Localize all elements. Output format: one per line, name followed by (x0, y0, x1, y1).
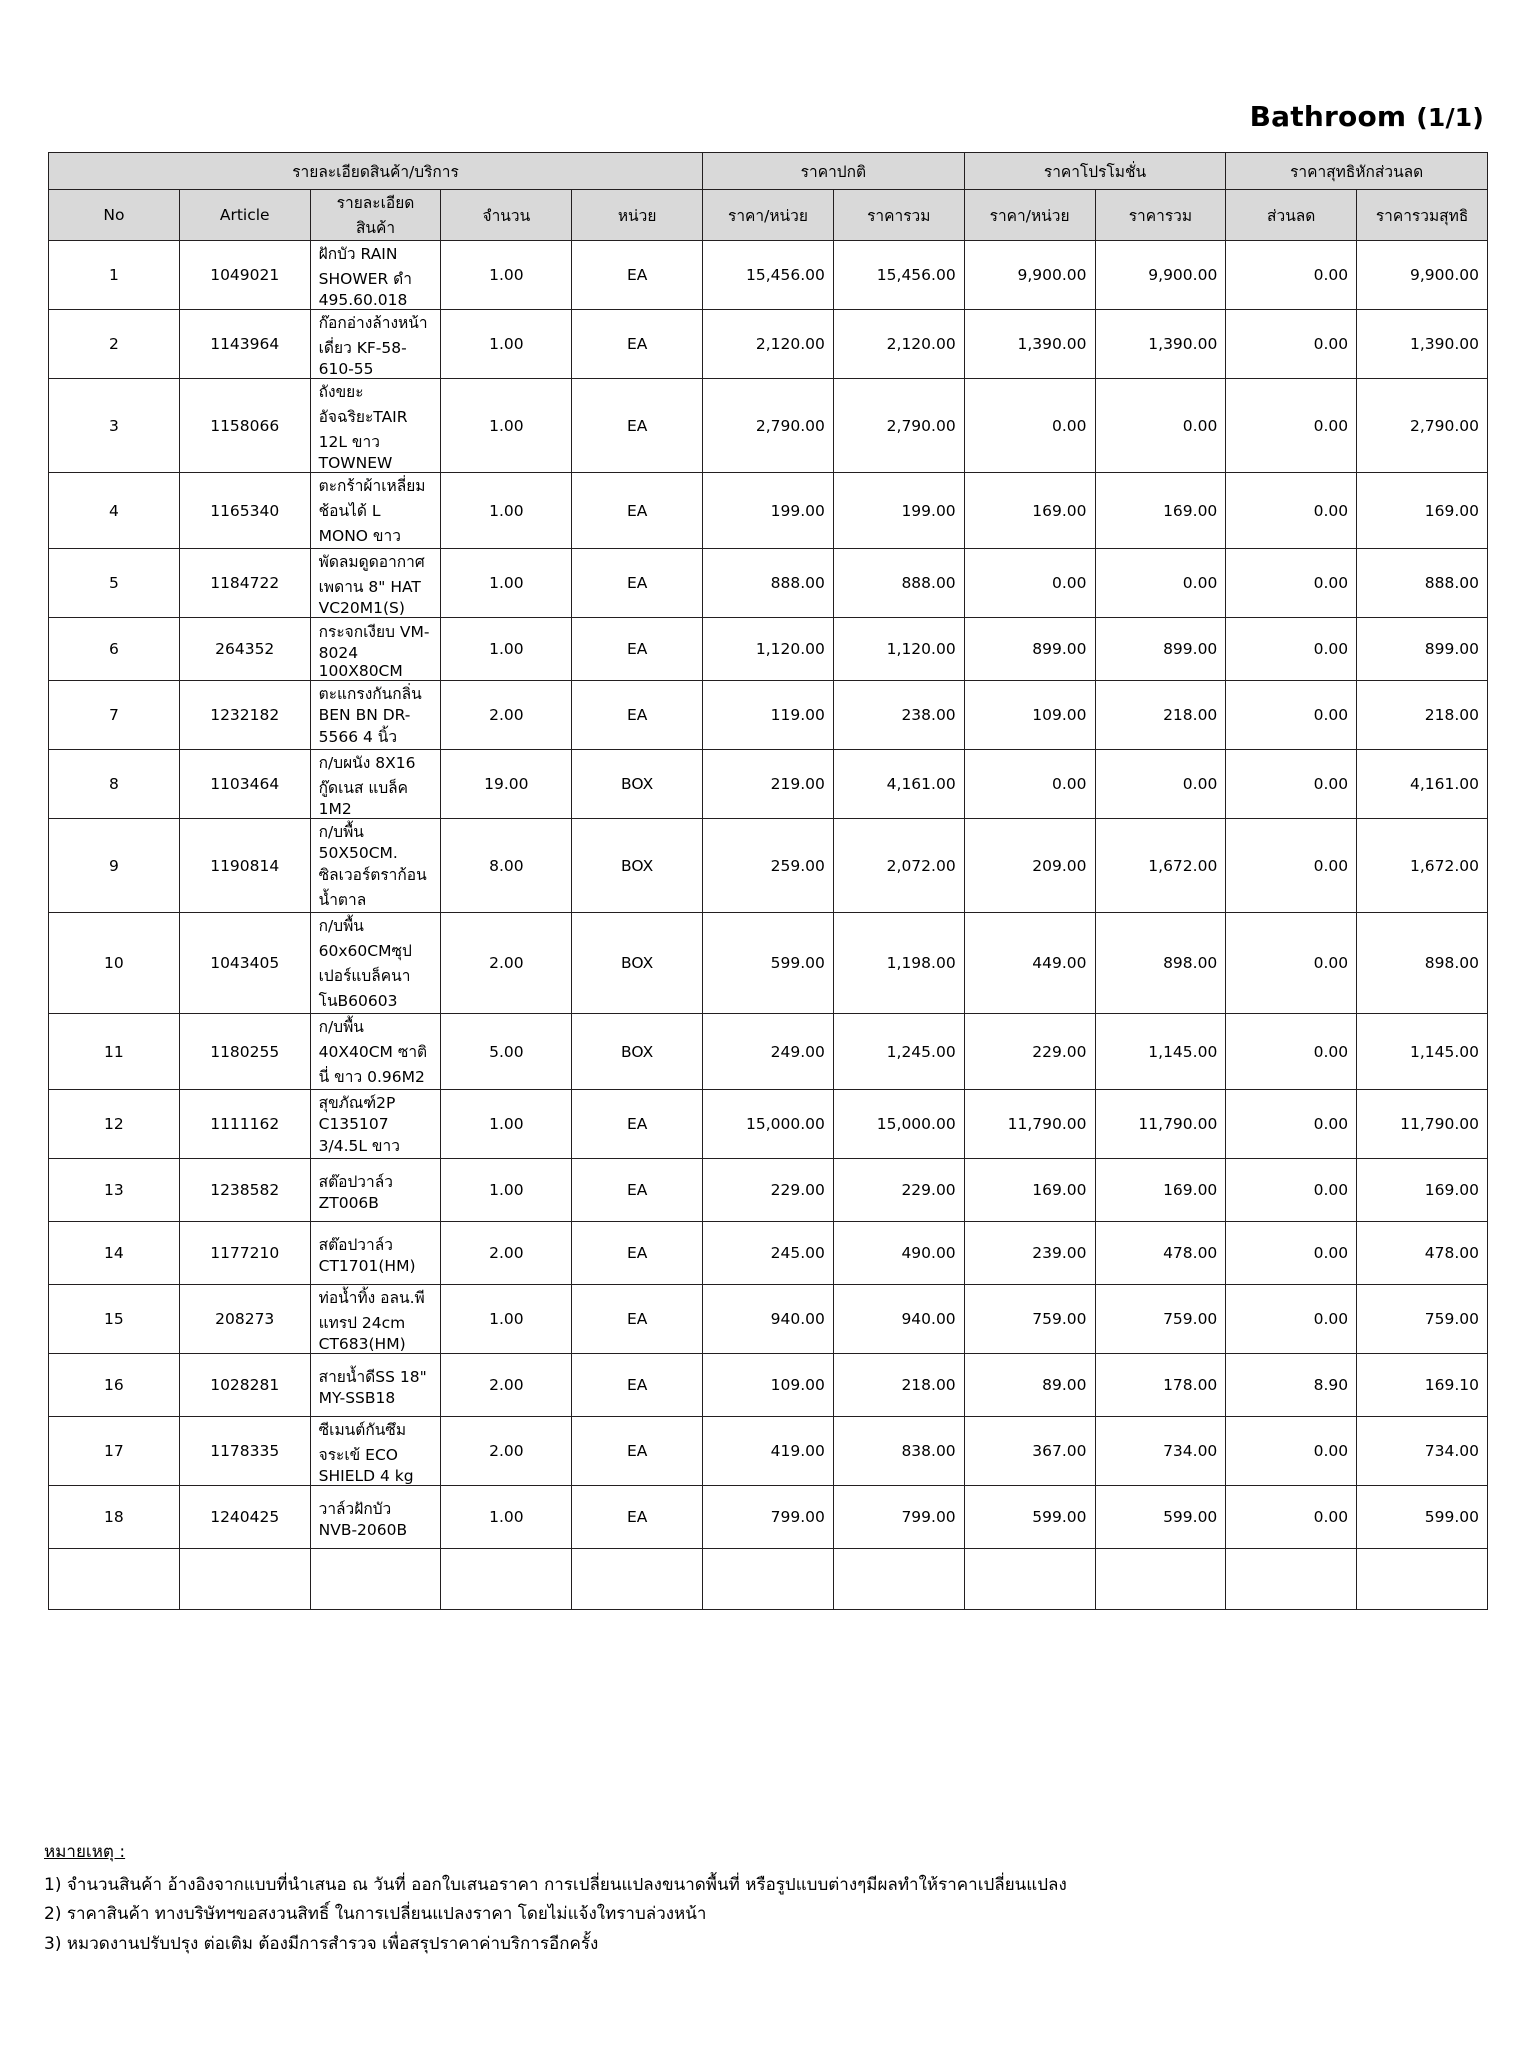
table-row (49, 1417, 1488, 1486)
page-title (1250, 100, 1484, 133)
cell-normal-total: 888.00 (833, 549, 964, 618)
cell-net-total: 218.00 (1357, 681, 1488, 750)
cell-normal-total: 1,245.00 (833, 1014, 964, 1090)
cell-normal-total: 15,000.00 (833, 1090, 964, 1159)
cell-promo-total: 1,145.00 (1095, 1014, 1226, 1090)
cell-qty: 1.00 (441, 241, 572, 310)
cell-discount: 8.90 (1226, 1354, 1357, 1417)
cell-promo-unit: 89.00 (964, 1354, 1095, 1417)
cell-no: 18 (49, 1486, 180, 1549)
cell-qty: 2.00 (441, 681, 572, 750)
cell-normal-total: 490.00 (833, 1222, 964, 1285)
cell-no: 8 (49, 750, 180, 819)
cell-article: 1178335 (179, 1417, 310, 1486)
cell-net-total: 1,390.00 (1357, 310, 1488, 379)
cell-net-total: 4,161.00 (1357, 750, 1488, 819)
cell-article: 1028281 (179, 1354, 310, 1417)
cell-unit: BOX (572, 1014, 703, 1090)
cell-promo-total: 9,900.00 (1095, 241, 1226, 310)
cell-no: 7 (49, 681, 180, 750)
cell-normal-total: 1,198.00 (833, 913, 964, 1014)
cell-discount: 0.00 (1226, 1090, 1357, 1159)
notes-heading: หมายเหตุ : (44, 1842, 126, 1862)
table-row (49, 549, 1488, 618)
cell-description: สายน้ำดีSS 18" MY-SSB18 (310, 1354, 441, 1417)
column-header-article: Article (179, 190, 310, 241)
cell-promo-total: 478.00 (1095, 1222, 1226, 1285)
cell-article: 264352 (179, 618, 310, 681)
cell-no: 11 (49, 1014, 180, 1090)
cell-article: 1049021 (179, 241, 310, 310)
page-number: (1/1) (1416, 103, 1484, 132)
cell-description: ก/บพื้น 40X40CM ซาตินี่ ขาว 0.96M2 (310, 1014, 441, 1090)
note-line: 2) ราคาสินค้า ทางบริษัทฯขอสงวนสิทธิ์ ในการเปลี่ยนแปลงราคา โดยไม่แจ้งใทราบล่วงหน้า (44, 1904, 707, 1925)
cell-net-total: 9,900.00 (1357, 241, 1488, 310)
cell-promo-unit: 759.00 (964, 1285, 1095, 1354)
cell-normal-total: 940.00 (833, 1285, 964, 1354)
cell-normal-total: 15,456.00 (833, 241, 964, 310)
cell-no: 6 (49, 618, 180, 681)
cell-article: 1180255 (179, 1014, 310, 1090)
cell-article: 1177210 (179, 1222, 310, 1285)
cell-qty: 8.00 (441, 819, 572, 913)
cell-normal-unit: 259.00 (703, 819, 834, 913)
cell-promo-unit: 0.00 (964, 750, 1095, 819)
cell-promo-unit: 229.00 (964, 1014, 1095, 1090)
cell-qty: 1.00 (441, 1486, 572, 1549)
table-row (49, 819, 1488, 913)
cell-qty: 1.00 (441, 310, 572, 379)
group-header-normal-price: ราคาปกติ (703, 153, 965, 190)
cell-qty: 2.00 (441, 1417, 572, 1486)
cell-qty: 5.00 (441, 1014, 572, 1090)
cell-qty: 1.00 (441, 618, 572, 681)
cell-no: 10 (49, 913, 180, 1014)
cell-promo-unit: 449.00 (964, 913, 1095, 1014)
column-header-no: No (49, 190, 180, 241)
cell-discount: 0.00 (1226, 819, 1357, 913)
cell-promo-unit: 599.00 (964, 1486, 1095, 1549)
cell-empty (964, 1549, 1095, 1610)
cell-description: ตะแกรงกันกลิ่น BEN BN DR-5566 4 นิ้ว (310, 681, 441, 750)
cell-qty: 1.00 (441, 1159, 572, 1222)
cell-empty (1226, 1549, 1357, 1610)
cell-promo-total: 218.00 (1095, 681, 1226, 750)
cell-qty: 1.00 (441, 1285, 572, 1354)
cell-qty: 2.00 (441, 913, 572, 1014)
table-row (49, 1354, 1488, 1417)
cell-promo-total: 0.00 (1095, 750, 1226, 819)
cell-description: ก/บพื้น 50X50CM. ซิลเวอร์ตราก้อน น้ำตาล (310, 819, 441, 913)
cell-promo-total: 11,790.00 (1095, 1090, 1226, 1159)
cell-empty (572, 1549, 703, 1610)
cell-normal-total: 799.00 (833, 1486, 964, 1549)
cell-unit: EA (572, 1159, 703, 1222)
cell-normal-unit: 2,790.00 (703, 379, 834, 473)
cell-description: กระจกเงียบ VM-8024 100X80CM (310, 618, 441, 681)
table-row (49, 1486, 1488, 1549)
cell-discount: 0.00 (1226, 618, 1357, 681)
cell-promo-unit: 209.00 (964, 819, 1095, 913)
cell-promo-unit: 367.00 (964, 1417, 1095, 1486)
table-column-header-row (49, 190, 1488, 241)
cell-promo-total: 734.00 (1095, 1417, 1226, 1486)
cell-normal-total: 2,790.00 (833, 379, 964, 473)
cell-no: 5 (49, 549, 180, 618)
cell-unit: EA (572, 1285, 703, 1354)
cell-article: 1103464 (179, 750, 310, 819)
page-title-text: Bathroom (1249, 100, 1407, 133)
cell-normal-total: 4,161.00 (833, 750, 964, 819)
cell-net-total: 599.00 (1357, 1486, 1488, 1549)
cell-unit: EA (572, 1354, 703, 1417)
cell-promo-unit: 0.00 (964, 379, 1095, 473)
cell-unit: EA (572, 549, 703, 618)
cell-description: ก๊อกอ่างล้างหน้า เดี่ยว KF-58-610-55 (310, 310, 441, 379)
column-header-promo-unit: ราคา/หน่วย (964, 190, 1095, 241)
cell-no: 17 (49, 1417, 180, 1486)
cell-normal-unit: 109.00 (703, 1354, 834, 1417)
cell-net-total: 11,790.00 (1357, 1090, 1488, 1159)
group-header-net-price: ราคาสุทธิหักส่วนลด (1226, 153, 1488, 190)
cell-no: 4 (49, 473, 180, 549)
cell-normal-total: 2,072.00 (833, 819, 964, 913)
cell-no: 12 (49, 1090, 180, 1159)
cell-promo-unit: 109.00 (964, 681, 1095, 750)
cell-net-total: 169.00 (1357, 1159, 1488, 1222)
cell-normal-unit: 199.00 (703, 473, 834, 549)
cell-article: 1111162 (179, 1090, 310, 1159)
cell-promo-total: 1,672.00 (1095, 819, 1226, 913)
cell-article: 1190814 (179, 819, 310, 913)
table-row (49, 913, 1488, 1014)
table-group-header-row (49, 153, 1488, 190)
cell-normal-unit: 1,120.00 (703, 618, 834, 681)
cell-description: ท่อน้ำทิ้ง อลน.พีแทรป 24cm CT683(HM) (310, 1285, 441, 1354)
cell-description: ถังขยะอัจฉริยะTAIR 12L ขาว TOWNEW (310, 379, 441, 473)
cell-description: ตะกร้าผ้าเหลี่ยมช้อนได้ L MONO ขาว (310, 473, 441, 549)
cell-qty: 1.00 (441, 379, 572, 473)
cell-qty: 1.00 (441, 473, 572, 549)
cell-no: 1 (49, 241, 180, 310)
cell-discount: 0.00 (1226, 310, 1357, 379)
cell-discount: 0.00 (1226, 750, 1357, 819)
group-header-promo-price: ราคาโปรโมชั่น (964, 153, 1226, 190)
cell-normal-total: 199.00 (833, 473, 964, 549)
cell-description: ก/บผนัง 8X16 กู๊ดเนส แบล็ค 1M2 (310, 750, 441, 819)
cell-promo-total: 759.00 (1095, 1285, 1226, 1354)
table-header (49, 153, 1488, 241)
cell-unit: EA (572, 681, 703, 750)
table-row (49, 1014, 1488, 1090)
cell-empty (310, 1549, 441, 1610)
cell-description: พัดลมดูดอากาศเพดาน 8" HAT VC20M1(S) (310, 549, 441, 618)
cell-promo-total: 178.00 (1095, 1354, 1226, 1417)
cell-empty (179, 1549, 310, 1610)
cell-discount: 0.00 (1226, 1417, 1357, 1486)
column-header-normal-unit: ราคา/หน่วย (703, 190, 834, 241)
cell-normal-unit: 249.00 (703, 1014, 834, 1090)
cell-net-total: 898.00 (1357, 913, 1488, 1014)
cell-normal-total: 1,120.00 (833, 618, 964, 681)
cell-discount: 0.00 (1226, 681, 1357, 750)
cell-discount: 0.00 (1226, 549, 1357, 618)
cell-empty (1095, 1549, 1226, 1610)
cell-article: 1043405 (179, 913, 310, 1014)
cell-promo-unit: 11,790.00 (964, 1090, 1095, 1159)
note-line: 1) จำนวนสินค้า อ้างอิงจากแบบที่นำเสนอ ณ วันที่ ออกใบเสนอราคา การเปลี่ยนแปลงขนาดพื้นที่ หรือรูปแบบต่างๆมีผลทำให้ราคาเปลี่ยนแปลง (44, 1875, 1067, 1896)
cell-no: 13 (49, 1159, 180, 1222)
cell-promo-total: 899.00 (1095, 618, 1226, 681)
cell-net-total: 888.00 (1357, 549, 1488, 618)
cell-article: 1165340 (179, 473, 310, 549)
cell-description: ก/บพื้น 60x60CMซุปเปอร์แบล็คนาโนB60603 (310, 913, 441, 1014)
cell-normal-unit: 219.00 (703, 750, 834, 819)
cell-net-total: 759.00 (1357, 1285, 1488, 1354)
column-header-normal-total: ราคารวม (833, 190, 964, 241)
cell-no: 9 (49, 819, 180, 913)
cell-discount: 0.00 (1226, 1285, 1357, 1354)
column-header-unit: หน่วย (572, 190, 703, 241)
cell-unit: EA (572, 1090, 703, 1159)
column-header-qty: จำนวน (441, 190, 572, 241)
cell-no: 14 (49, 1222, 180, 1285)
cell-unit: EA (572, 379, 703, 473)
cell-unit: BOX (572, 819, 703, 913)
column-header-promo-total: ราคารวม (1095, 190, 1226, 241)
table-row (49, 473, 1488, 549)
cell-unit: EA (572, 1486, 703, 1549)
cell-unit: EA (572, 1417, 703, 1486)
cell-promo-unit: 169.00 (964, 1159, 1095, 1222)
cell-article: 1238582 (179, 1159, 310, 1222)
cell-article: 208273 (179, 1285, 310, 1354)
cell-normal-unit: 229.00 (703, 1159, 834, 1222)
table-row (49, 618, 1488, 681)
cell-promo-total: 169.00 (1095, 473, 1226, 549)
cell-promo-total: 0.00 (1095, 549, 1226, 618)
cell-unit: EA (572, 310, 703, 379)
cell-normal-unit: 419.00 (703, 1417, 834, 1486)
table-row (49, 310, 1488, 379)
cell-net-total: 1,145.00 (1357, 1014, 1488, 1090)
table-row (49, 1285, 1488, 1354)
cell-net-total: 169.10 (1357, 1354, 1488, 1417)
cell-normal-total: 229.00 (833, 1159, 964, 1222)
cell-promo-unit: 9,900.00 (964, 241, 1095, 310)
cell-description: สุขภัณฑ์2P C135107 3/4.5L ขาว (310, 1090, 441, 1159)
table-row (49, 1222, 1488, 1285)
cell-empty (703, 1549, 834, 1610)
cell-promo-unit: 1,390.00 (964, 310, 1095, 379)
cell-normal-unit: 599.00 (703, 913, 834, 1014)
cell-normal-unit: 940.00 (703, 1285, 834, 1354)
cell-article: 1143964 (179, 310, 310, 379)
cell-normal-unit: 15,000.00 (703, 1090, 834, 1159)
cell-discount: 0.00 (1226, 241, 1357, 310)
quotation-table (48, 152, 1488, 1610)
cell-qty: 2.00 (441, 1354, 572, 1417)
table-row (49, 1090, 1488, 1159)
cell-net-total: 734.00 (1357, 1417, 1488, 1486)
cell-qty: 19.00 (441, 750, 572, 819)
table-row (49, 1159, 1488, 1222)
cell-normal-total: 238.00 (833, 681, 964, 750)
cell-promo-total: 0.00 (1095, 379, 1226, 473)
cell-discount: 0.00 (1226, 1222, 1357, 1285)
table-body (49, 241, 1488, 1610)
table-row (49, 681, 1488, 750)
cell-qty: 1.00 (441, 549, 572, 618)
cell-net-total: 899.00 (1357, 618, 1488, 681)
cell-discount: 0.00 (1226, 1159, 1357, 1222)
cell-discount: 0.00 (1226, 1014, 1357, 1090)
cell-qty: 2.00 (441, 1222, 572, 1285)
table-row (49, 241, 1488, 310)
group-header-details: รายละเอียดสินค้า/บริการ (49, 153, 703, 190)
cell-normal-unit: 799.00 (703, 1486, 834, 1549)
cell-net-total: 169.00 (1357, 473, 1488, 549)
cell-empty (1357, 1549, 1488, 1610)
table-row (49, 379, 1488, 473)
column-header-net-total: ราคารวมสุทธิ (1357, 190, 1488, 241)
cell-normal-total: 218.00 (833, 1354, 964, 1417)
cell-qty: 1.00 (441, 1090, 572, 1159)
cell-promo-total: 599.00 (1095, 1486, 1226, 1549)
cell-normal-unit: 888.00 (703, 549, 834, 618)
note-line: 3) หมวดงานปรับปรุง ต่อเติม ต้องมีการสำรวจ เพื่อสรุปราคาค่าบริการอีกครั้ง (44, 1933, 599, 1954)
cell-promo-unit: 0.00 (964, 549, 1095, 618)
cell-empty (833, 1549, 964, 1610)
cell-article: 1184722 (179, 549, 310, 618)
cell-promo-unit: 239.00 (964, 1222, 1095, 1285)
cell-description: สต๊อปวาล์ว ZT006B (310, 1159, 441, 1222)
cell-empty (441, 1549, 572, 1610)
cell-unit: EA (572, 473, 703, 549)
cell-description: วาล์วฝักบัว NVB-2060B (310, 1486, 441, 1549)
cell-unit: EA (572, 241, 703, 310)
cell-promo-unit: 899.00 (964, 618, 1095, 681)
cell-normal-unit: 245.00 (703, 1222, 834, 1285)
cell-description: สต๊อปวาล์ว CT1701(HM) (310, 1222, 441, 1285)
cell-normal-unit: 119.00 (703, 681, 834, 750)
cell-promo-unit: 169.00 (964, 473, 1095, 549)
cell-normal-unit: 2,120.00 (703, 310, 834, 379)
cell-normal-unit: 15,456.00 (703, 241, 834, 310)
cell-unit: BOX (572, 913, 703, 1014)
cell-discount: 0.00 (1226, 473, 1357, 549)
cell-net-total: 1,672.00 (1357, 819, 1488, 913)
cell-no: 2 (49, 310, 180, 379)
notes-section (44, 1838, 1444, 1959)
cell-discount: 0.00 (1226, 913, 1357, 1014)
cell-description: ฝักบัว RAIN SHOWER ดำ 495.60.018 (310, 241, 441, 310)
cell-net-total: 478.00 (1357, 1222, 1488, 1285)
cell-discount: 0.00 (1226, 379, 1357, 473)
table-row-empty (49, 1549, 1488, 1610)
cell-article: 1232182 (179, 681, 310, 750)
cell-unit: BOX (572, 750, 703, 819)
cell-empty (49, 1549, 180, 1610)
column-header-description: รายละเอียดสินค้า (310, 190, 441, 241)
column-header-discount: ส่วนลด (1226, 190, 1357, 241)
cell-unit: EA (572, 618, 703, 681)
cell-promo-total: 1,390.00 (1095, 310, 1226, 379)
cell-unit: EA (572, 1222, 703, 1285)
cell-normal-total: 2,120.00 (833, 310, 964, 379)
cell-no: 15 (49, 1285, 180, 1354)
cell-net-total: 2,790.00 (1357, 379, 1488, 473)
cell-article: 1158066 (179, 379, 310, 473)
cell-normal-total: 838.00 (833, 1417, 964, 1486)
cell-description: ซีเมนต์กันซึม จระเข้ ECO SHIELD 4 kg (310, 1417, 441, 1486)
cell-promo-total: 169.00 (1095, 1159, 1226, 1222)
cell-article: 1240425 (179, 1486, 310, 1549)
cell-no: 16 (49, 1354, 180, 1417)
table-row (49, 750, 1488, 819)
cell-discount: 0.00 (1226, 1486, 1357, 1549)
cell-no: 3 (49, 379, 180, 473)
cell-promo-total: 898.00 (1095, 913, 1226, 1014)
